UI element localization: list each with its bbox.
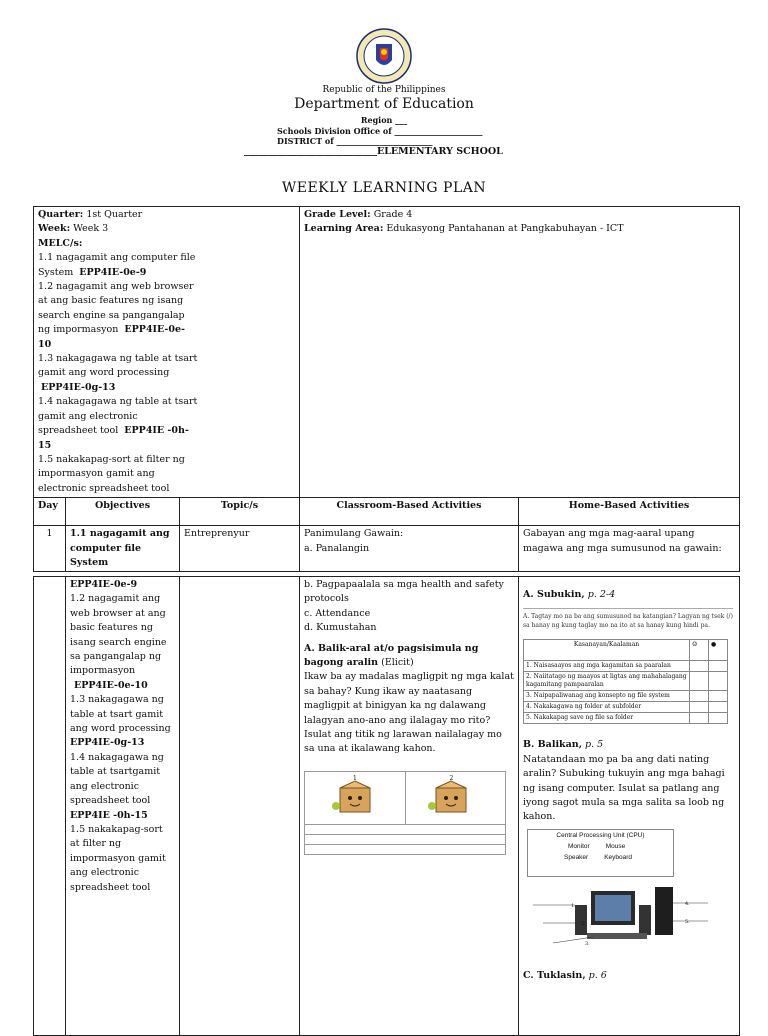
section-a-home-title: A. Subukin,	[523, 589, 585, 600]
melc-list	[38, 251, 198, 496]
week-label: Week:	[38, 223, 71, 235]
grade-value: Grade 4	[373, 209, 413, 220]
quarter-value: 1st Quarter	[86, 209, 143, 220]
subukin-table: Kasanayan/Kaalaman ☺ ● 1. Naisasaayos ang mga kagamitan sa paaralan 2. Naiitatago ng maayos at ligtas ang mahahalagang kagamitang pampaaralan 3. Naipapaliwanag ang konsepto ng file system 4. Nakakagawa ng folder at subfolder 5. Nakakapag save ng file sa folder	[523, 639, 728, 724]
classroom-cell: b. Pagpapaalala sa mga health and safety protocols c. Attendance d. Kumustahan A. Balik-aral at/o pagsisimula ng bagong aralin (Elicit) Ikaw ba ay madalas magligpit ng mga kalat sa bahay? Kung ikaw ay naatasang magligpit at binigyan ka ng dalawang lalagyan ano-ano ang ilalagay mo rito? Isulat ang titik ng larawan nailalagay mo sa una at ikalawang kahon. 1 2	[300, 577, 519, 1036]
area-label: Learning Area:	[304, 223, 384, 235]
section-a-text: Ikaw ba ay madalas magligpit ng mga kalat sa bahay? Kung ikaw ay naatasang magligpit at binigyan ka ng dalawang lalagyan ano-ano ang ilalagay mo rito? Isulat ang titik ng larawan nailalagay mo sa una at ikalawang kahon.	[304, 671, 514, 755]
subukin-figure	[523, 608, 733, 724]
learning-plan-table-page2	[33, 576, 740, 1036]
section-b-title: B. Balikan,	[523, 739, 582, 751]
division-label: Schools Division Office of ______________________	[277, 126, 483, 136]
day-cell	[34, 577, 66, 1036]
melc-item: 1.5 nakakapag-sort at filter ng impormasyon gamit ang electronic spreadsheet tool	[38, 453, 185, 494]
learning-plan-table-page1	[33, 206, 740, 572]
melc-item: 1.2 nagagamit ang web browser at ang basic features ng isang search engine sa pangangalap ng impormasyon EPP4IE-0e-10	[38, 281, 194, 350]
computer-image: 1. 2. 3. 4. 5.	[523, 883, 723, 963]
col-classroom: Classroom-Based Activities	[300, 498, 519, 526]
school-label: ____________________________ELEMENTARY SCHOOL	[244, 146, 503, 157]
col-home: Home-Based Activities	[519, 498, 740, 526]
column-header-row	[34, 498, 740, 526]
melc-item: 1.4 nakagagawa ng table at tsart gamit ang electronic spreadsheet tool EPP4IE -0h-15	[38, 396, 198, 451]
week-value: Week 3	[73, 223, 109, 235]
region-label: Region ___	[360, 115, 408, 125]
day-cell: 1	[34, 526, 66, 572]
melcs-label: MELC/s:	[38, 237, 83, 249]
table-row	[34, 526, 740, 572]
section-a-title: A. Balik-aral at/o pagsisimula ng bagong aralin	[304, 642, 479, 669]
word-box: Central Processing Unit (CPU) Monitor Mouse Speaker Keyboard	[527, 829, 674, 877]
classroom-cell: Panimulang Gawain: a. Panalangin	[300, 526, 519, 572]
table-row	[34, 577, 740, 1036]
home-cell: Gabayan ang mga mag-aaral upang magawa ang mga sumusunod na gawain:	[519, 526, 740, 572]
col-topics: Topic/s	[180, 498, 300, 526]
box-sorting-figure	[304, 771, 506, 855]
quarter-label: Quarter:	[38, 209, 84, 220]
republic-text: Republic of the Philippines	[322, 85, 446, 95]
box-2-image: 2	[406, 772, 506, 824]
melc-cell	[34, 207, 300, 498]
deped-seal	[356, 28, 412, 84]
balikan-text: Natatandaan mo pa ba ang dati nating aralin? Subuking tukuyin ang mga bahagi ng isang computer. Isulat sa patlang ang iyong sagot mula sa mga salita sa loob ng kahon.	[523, 753, 725, 823]
grade-label: Grade Level:	[304, 209, 371, 220]
home-cell: A. Subukin, p. 2-4 A. Tagtay mo na ba ang sumusunod na katangian? Lagyan ng tsek (/) sa hanay ng kung taglay mo na ito at sa hanay kung hindi pa. Kasanayan/Kaalaman ☺ ● 1. Naisasaayos ang mga kagamitan sa paaralan 2. Naiitatago ng maayos at ligtas ang mahahalagang kagamitang pampaaralan 3. Naipapaliwanag ang konsepto ng file system 4. Nakakagawa ng folder at subfolder 5. Nakakapag save ng file sa folder B. Balikan, p. 5 Natatandaan mo pa ba ang dati nating aralin? Subuking tukuyin ang mga bahagi ng isang computer. Isulat sa patlang ang iyong sagot mula sa mga salita sa loob ng kahon. Central Processing Unit (CPU) Monitor Mouse Speaker Keyboard 1. 2. 3. 4. 5. C. Tuklasin, p. 6	[519, 577, 740, 1036]
col-objectives: Objectives	[66, 498, 180, 526]
objective-cell: 1.1 nagagamit ang computer file System	[66, 526, 180, 572]
box-1-image: 1	[305, 772, 406, 824]
district-label: DISTRICT of ________________________	[277, 136, 433, 146]
plan-title: WEEKLY LEARNING PLAN	[281, 180, 487, 196]
col-day: Day	[34, 498, 66, 526]
melc-item: 1.1 nagagamit ang computer file System EPP4IE-0e-9	[38, 252, 196, 278]
melc-item: 1.3 nakagagawa ng table at tsart gamit ang word processing EPP4IE-0g-13	[38, 353, 198, 393]
subukin-instruction: A. Tagtay mo na ba ang sumusunod na katangian? Lagyan ng tsek (/) sa hanay ng kung taglay mo na ito at sa hanay kung hindi pa.	[523, 613, 733, 630]
grade-cell	[300, 207, 740, 498]
objective-cell: EPP4IE-0e-9 1.2 nagagamit ang web browser at ang basic features ng isang search engine sa pangangalap ng impormasyon EPP4IE-0e-10 1.3 nakagagawa ng table at tsart gamit ang word processing EPP4IE-0g-13 1.4 nakagagawa ng table at tsartgamit ang electronic spreadsheet tool EPP4IE -0h-15 1.5 nakakapag-sort at filter ng impormasyon gamit ang electronic spreadsheet tool	[66, 577, 180, 1036]
info-row	[34, 207, 740, 498]
smile-icon: ☺	[690, 640, 709, 661]
drop-icon: ●	[709, 640, 728, 661]
topic-cell	[180, 577, 300, 1036]
topic-cell: Entreprenyur	[180, 526, 300, 572]
area-value: Edukasyong Pantahanan at Pangkabuhayan - ICT	[386, 223, 624, 235]
department-title: Department of Education	[294, 96, 474, 112]
section-c-title: C. Tuklasin,	[523, 969, 586, 981]
